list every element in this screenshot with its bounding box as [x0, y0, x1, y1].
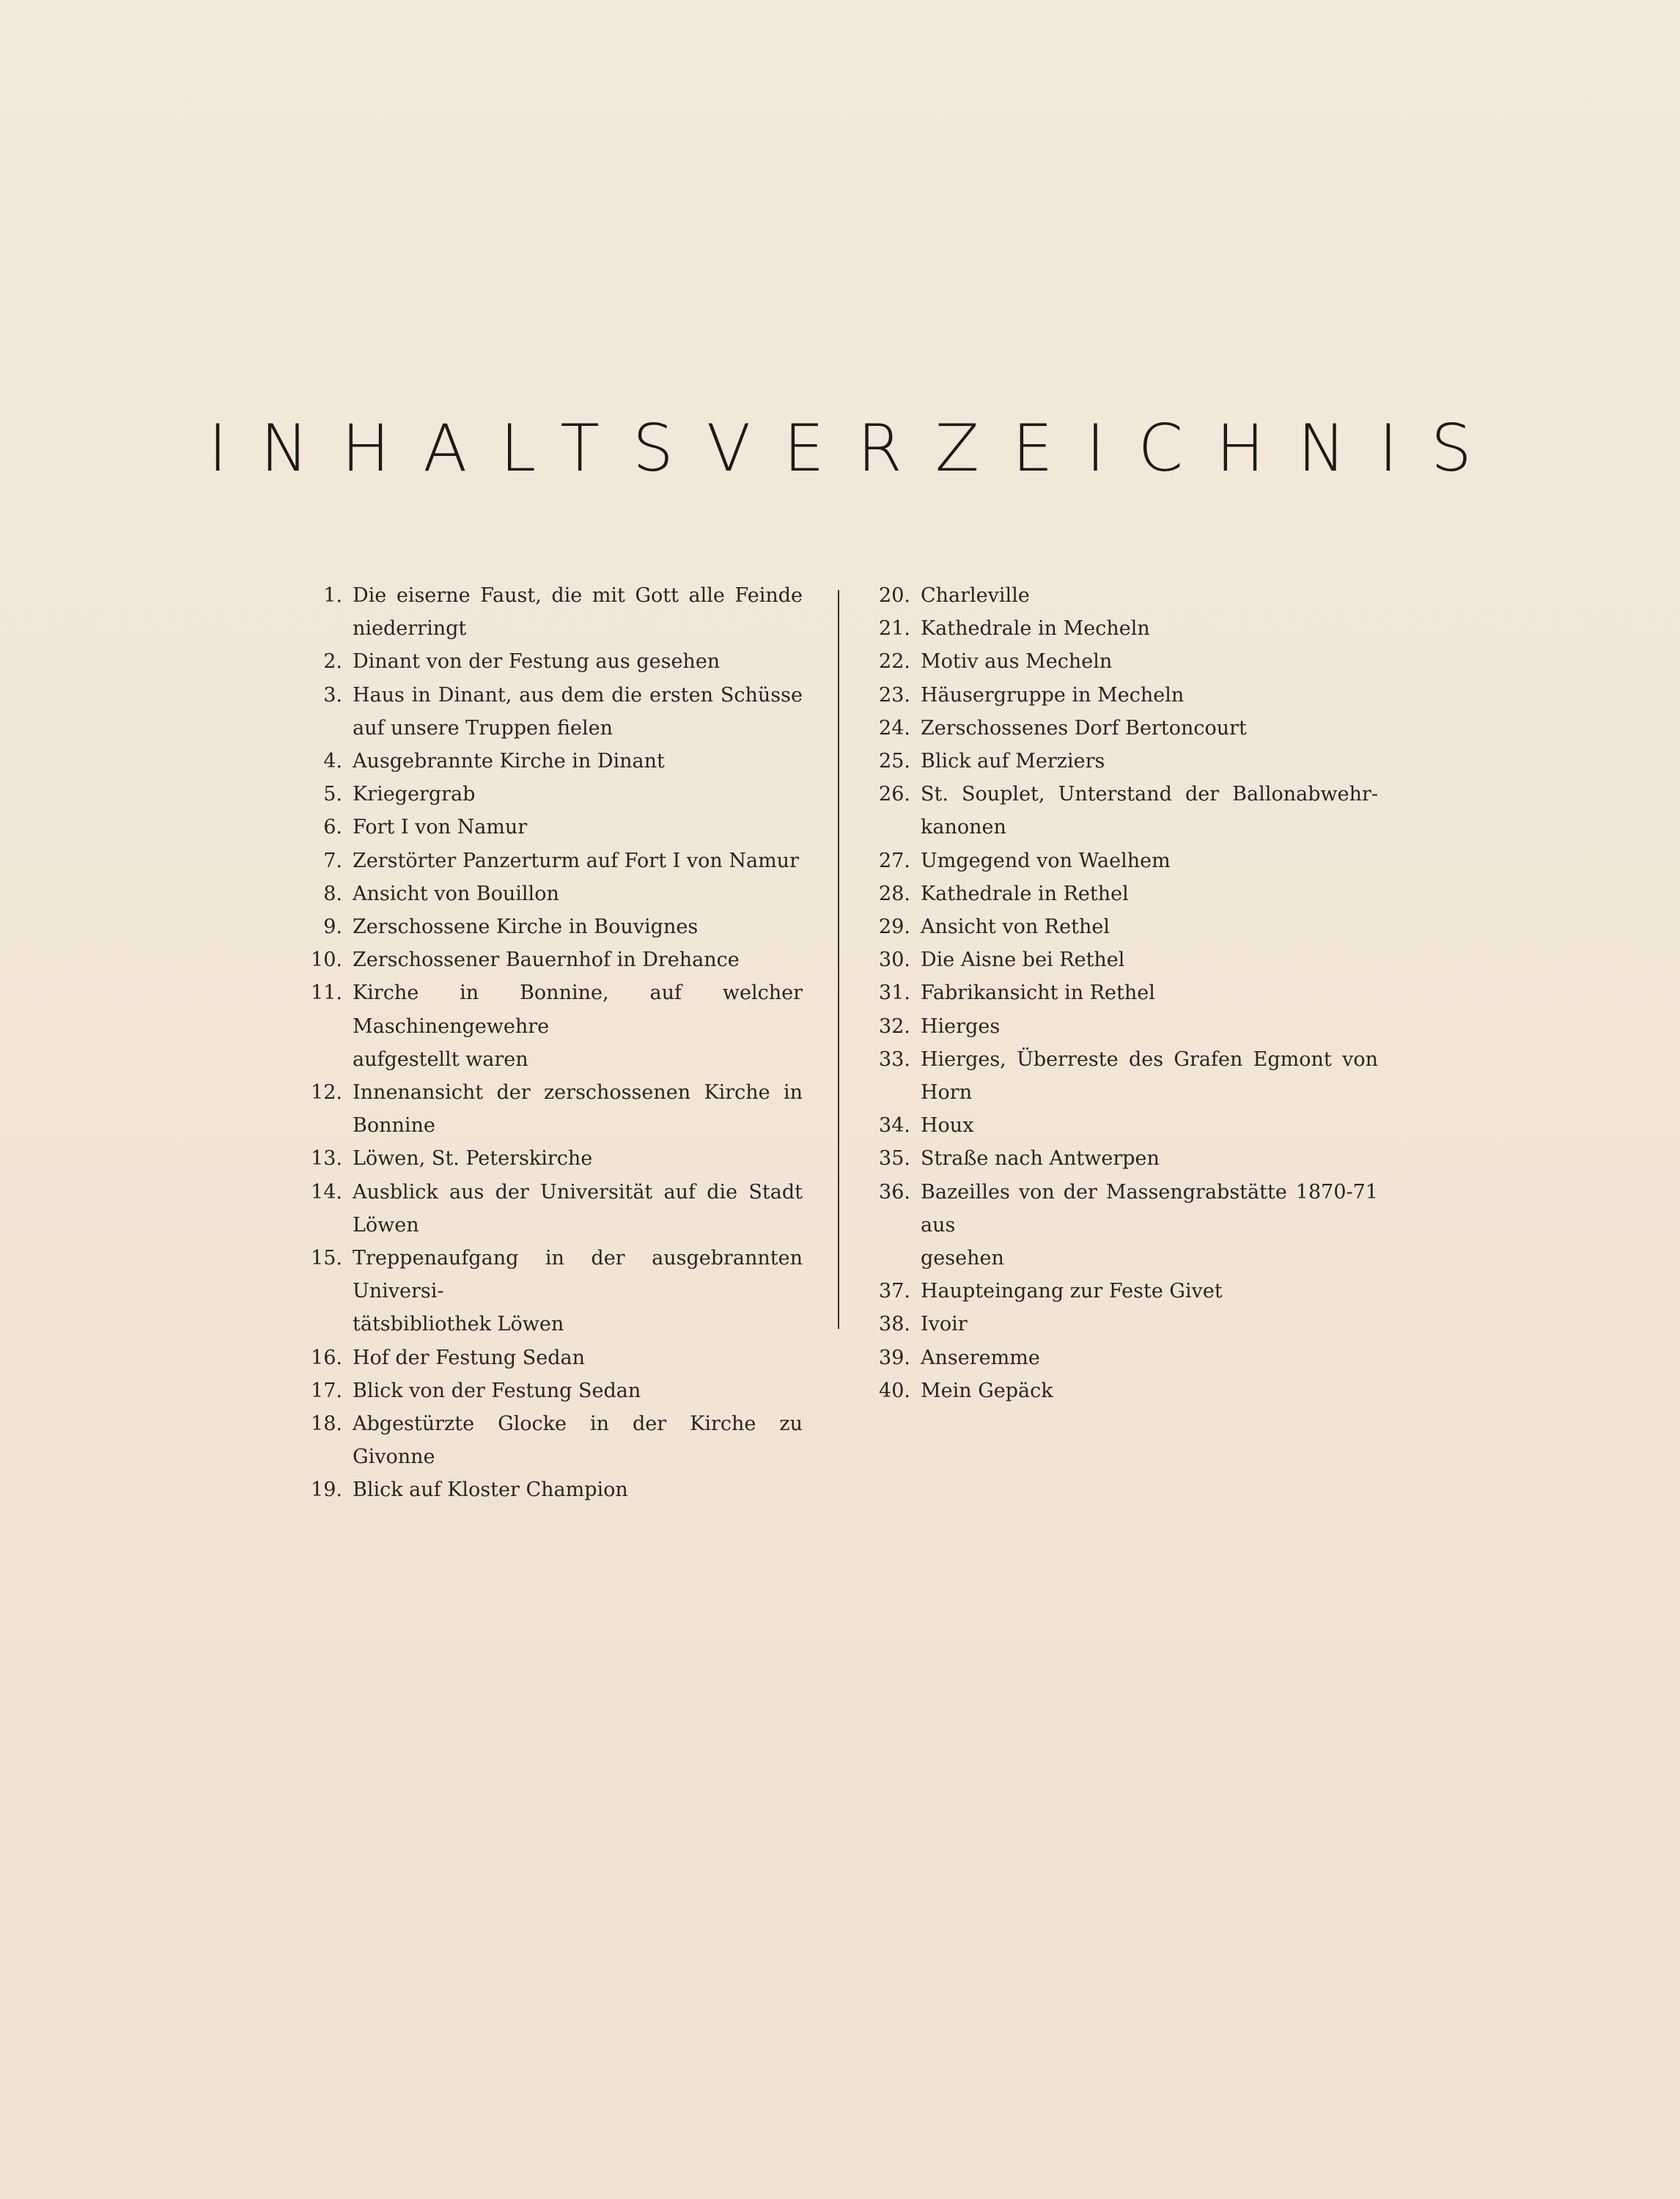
toc-entry-number: 9. [323, 916, 342, 939]
toc-entry-number: 37. [879, 1280, 910, 1303]
toc-entry [865, 943, 1378, 976]
toc-entry-line: Zerstörter Panzerturm auf Fort I von Namur [353, 849, 799, 872]
toc-entry-line: Abgestürzte Glocke in der Kirche zu Givonne [353, 1412, 803, 1469]
toc-entry-number: 30. [879, 949, 910, 972]
toc-entry [297, 910, 803, 943]
toc-entry-line: Umgegend von Waelhem [921, 849, 1171, 872]
toc-entry-text [921, 1142, 1378, 1175]
toc-entry [865, 976, 1378, 1009]
toc-entry [297, 976, 803, 1076]
toc-entry-text [921, 612, 1378, 645]
toc-entry [297, 645, 803, 678]
toc-entry-text [921, 679, 1378, 712]
toc-entry-line: Hierges [921, 1014, 1001, 1038]
toc-entry-number: 25. [879, 750, 910, 773]
toc-entry-text [921, 943, 1378, 976]
toc-entry-number: 6. [323, 816, 342, 839]
toc-entry-number: 22. [879, 650, 910, 674]
toc-entry-text [921, 1010, 1378, 1043]
toc-entry [865, 778, 1378, 844]
toc-entry-number: 10. [311, 949, 342, 972]
toc-entry-line: Zerschossener Bauernhof in Drehance [353, 949, 740, 972]
toc-entry [297, 679, 803, 745]
toc-entry-text [921, 910, 1378, 943]
toc-entry-number: 39. [879, 1346, 910, 1369]
toc-entry-number: 1. [323, 584, 342, 607]
toc-entry-text [353, 910, 803, 943]
toc-entry-text [353, 1176, 803, 1242]
toc-entry-text [353, 976, 803, 1076]
toc-entry-line: Haus in Dinant, aus dem die ersten Schüsse [353, 683, 803, 707]
toc-entry-number: 12. [311, 1081, 342, 1105]
toc-entry-text [353, 877, 803, 910]
toc-entry-text [353, 844, 803, 877]
toc-entry-number: 29. [879, 916, 910, 939]
toc-entry-number: 2. [323, 650, 342, 674]
toc-entry [297, 745, 803, 778]
toc-entry-number: 18. [311, 1412, 342, 1436]
toc-entry-number: 32. [879, 1014, 910, 1038]
toc-entry-number: 27. [879, 849, 910, 872]
toc-entry-text [921, 579, 1378, 612]
toc-entry-line: Innenansicht der zerschossenen Kirche in Bonnine [353, 1081, 803, 1138]
toc-entry-number: 36. [879, 1180, 910, 1204]
toc-entry-number: 38. [879, 1313, 910, 1336]
toc-entry [297, 778, 803, 811]
toc-entry-number: 26. [879, 783, 910, 806]
toc-entry-number: 28. [879, 882, 910, 905]
toc-entry-text [353, 745, 803, 778]
toc-entry [297, 877, 803, 910]
toc-entry [297, 1374, 803, 1407]
toc-entry-number: 17. [311, 1379, 342, 1402]
toc-entry-text [921, 877, 1378, 910]
toc-entry-line: Blick auf Merziers [921, 750, 1105, 773]
toc-entry-number: 7. [323, 849, 342, 872]
toc-entry-text [353, 645, 803, 678]
toc-entry-line: Treppenaufgang in der ausgebrannten Universi- [353, 1247, 803, 1303]
page-title: INHALTSVERZEICHNIS [208, 410, 1505, 486]
toc-entry-line: tätsbibliothek Löwen [353, 1313, 564, 1336]
toc-entry-text [921, 1109, 1378, 1142]
toc-entry-text [921, 712, 1378, 745]
toc-entry [865, 1275, 1378, 1308]
toc-entry [297, 1076, 803, 1142]
toc-entry-line: Haupteingang zur Feste Givet [921, 1280, 1223, 1303]
toc-entry-text [921, 844, 1378, 877]
toc-entry-line: Anseremme [921, 1346, 1040, 1369]
toc-entry-text [353, 1407, 803, 1473]
toc-entry-text [353, 943, 803, 976]
toc-entry-line: Mein Gepäck [921, 1379, 1053, 1402]
toc-entry [297, 811, 803, 844]
toc-entry-line: aufgestellt waren [353, 1047, 528, 1071]
toc-entry [297, 1473, 803, 1506]
toc-entry-line: Zerschossenes Dorf Bertoncourt [921, 716, 1247, 740]
toc-entry-line: niederringt [353, 617, 467, 641]
toc-entry-number: 21. [879, 617, 910, 641]
toc-entry-number: 4. [323, 750, 342, 773]
toc-entry [297, 1242, 803, 1341]
toc-entry-line: Löwen, St. Peterskirche [353, 1147, 593, 1171]
toc-entry-line: Straße nach Antwerpen [921, 1147, 1160, 1171]
toc-entry [865, 1109, 1378, 1142]
toc-entry-line: Ansicht von Bouillon [353, 882, 559, 905]
toc-entry-line: Hof der Festung Sedan [353, 1346, 585, 1369]
column-divider [838, 590, 839, 1329]
toc-entry-line: Ansicht von Rethel [921, 916, 1110, 939]
toc-entry-text [921, 645, 1378, 678]
toc-entry [297, 844, 803, 877]
toc-entry-text [353, 1242, 803, 1341]
toc-entry-line: kanonen [921, 816, 1006, 839]
toc-entry-number: 8. [323, 882, 342, 905]
toc-entry-line: Kriegergrab [353, 783, 476, 806]
toc-entry-line: Kirche in Bonnine, auf welcher Maschinengewehre [353, 981, 803, 1038]
toc-entry-line: Kathedrale in Rethel [921, 882, 1129, 905]
toc-entry-number: 15. [311, 1247, 342, 1270]
toc-entry [297, 1142, 803, 1175]
toc-entry-text [921, 1176, 1378, 1275]
toc-entry-text [921, 1308, 1378, 1341]
toc-entry-line: Häusergruppe in Mecheln [921, 683, 1185, 707]
toc-entry-line: Charleville [921, 584, 1030, 607]
toc-entry-line: Zerschossene Kirche in Bouvignes [353, 916, 699, 939]
toc-entry-number: 40. [879, 1379, 910, 1402]
toc-entry-line: Die Aisne bei Rethel [921, 949, 1125, 972]
toc-entry-number: 5. [323, 783, 342, 806]
toc-entry-line: Ivoir [921, 1313, 968, 1336]
toc-entry-text [921, 745, 1378, 778]
toc-entry-line: Bazeilles von der Massengrabstätte 1870-71 aus [921, 1180, 1378, 1237]
toc-entry-line: Houx [921, 1114, 974, 1138]
toc-entry-line: Blick auf Kloster Champion [353, 1478, 628, 1502]
toc-entry-text [353, 1142, 803, 1175]
toc-entry [865, 645, 1378, 678]
toc-entry-text [353, 679, 803, 745]
toc-entry [865, 1176, 1378, 1275]
toc-entry-number: 16. [311, 1346, 342, 1369]
toc-entry-text [353, 1374, 803, 1407]
toc-entry-number: 33. [879, 1047, 910, 1071]
toc-entry [865, 877, 1378, 910]
toc-entry [865, 1374, 1378, 1407]
toc-entry-line: gesehen [921, 1247, 1004, 1270]
toc-entry-text [353, 579, 803, 645]
toc-entry [865, 844, 1378, 877]
toc-entry-text [353, 778, 803, 811]
toc-entry-text [353, 1076, 803, 1142]
toc-entry [297, 1341, 803, 1374]
toc-entry-text [353, 811, 803, 844]
toc-entry [865, 910, 1378, 943]
toc-entry [865, 712, 1378, 745]
toc-entry-line: Ausgebrannte Kirche in Dinant [353, 750, 665, 773]
toc-entry [297, 579, 803, 645]
toc-entry-number: 23. [879, 683, 910, 707]
toc-entry [297, 1407, 803, 1473]
toc-column-left [297, 579, 803, 1507]
toc-entry-line: Dinant von der Festung aus gesehen [353, 650, 721, 674]
toc-entry-text [921, 1043, 1378, 1109]
toc-entry-text [921, 1275, 1378, 1308]
toc-entry [865, 1142, 1378, 1175]
toc-entry-line: Blick von der Festung Sedan [353, 1379, 641, 1402]
toc-entry-number: 14. [311, 1180, 342, 1204]
toc-entry [865, 745, 1378, 778]
toc-entry [297, 1176, 803, 1242]
toc-entry [865, 1010, 1378, 1043]
toc-entry-number: 19. [311, 1478, 342, 1502]
toc-entry [865, 612, 1378, 645]
toc-column-right [865, 579, 1378, 1407]
toc-entry-line: Fabrikansicht in Rethel [921, 981, 1155, 1005]
toc-entry [865, 1341, 1378, 1374]
toc-entry [865, 1308, 1378, 1341]
toc-entry-number: 31. [879, 981, 910, 1005]
toc-entry-text [921, 1374, 1378, 1407]
toc-entry-number: 34. [879, 1114, 910, 1138]
toc-entry-text [921, 976, 1378, 1009]
toc-entry-number: 11. [311, 981, 342, 1005]
toc-entry-line: Die eiserne Faust, die mit Gott alle Feinde [353, 584, 803, 607]
toc-entry-text [353, 1473, 803, 1506]
toc-entry-line: Kathedrale in Mecheln [921, 617, 1150, 641]
toc-entry-number: 24. [879, 716, 910, 740]
toc-entry-line: Motiv aus Mecheln [921, 650, 1113, 674]
toc-entry [865, 579, 1378, 612]
toc-entry-text [353, 1341, 803, 1374]
toc-entry-line: Hierges, Überreste des Grafen Egmont von Horn [921, 1047, 1378, 1105]
toc-entry-number: 3. [323, 683, 342, 707]
toc-entry-text [921, 1341, 1378, 1374]
toc-entry-line: Ausblick aus der Universität auf die Stadt Löwen [353, 1180, 803, 1237]
toc-entry-line: Fort I von Namur [353, 816, 528, 839]
toc-entry-number: 13. [311, 1147, 342, 1171]
toc-entry [865, 679, 1378, 712]
toc-entry-line: St. Souplet, Unterstand der Ballonabwehr- [921, 783, 1378, 806]
toc-entry-number: 20. [879, 584, 910, 607]
toc-entry-line: auf unsere Truppen fielen [353, 716, 613, 740]
toc-entry-text [921, 778, 1378, 844]
toc-entry [865, 1043, 1378, 1109]
toc-entry-number: 35. [879, 1147, 910, 1171]
toc-entry [297, 943, 803, 976]
